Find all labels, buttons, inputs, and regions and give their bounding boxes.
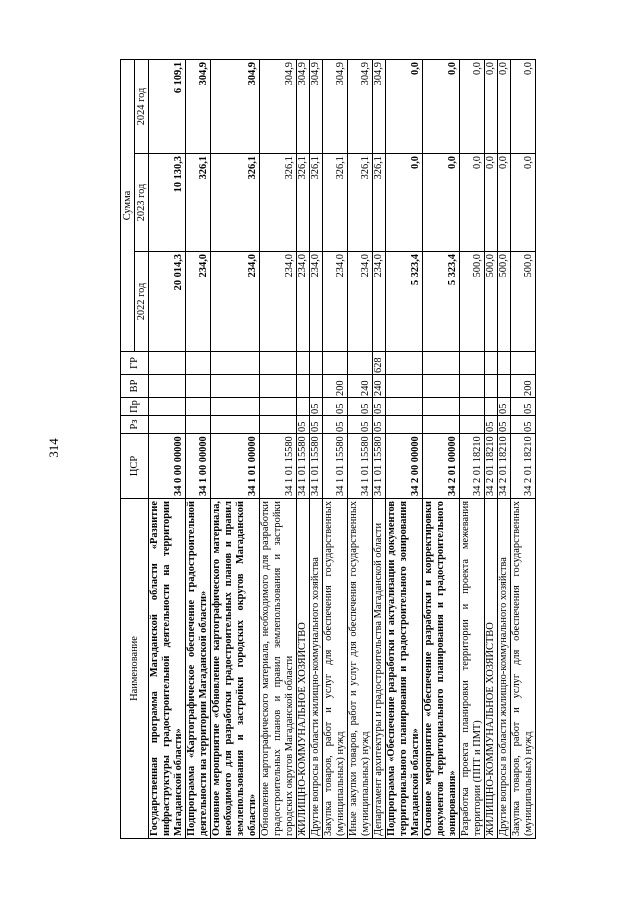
row-sum-2024: 6 109,1 — [149, 59, 186, 153]
row-csr: 34 1 00 00000 — [186, 434, 211, 499]
row-rz: 05 — [498, 416, 511, 434]
header-pr: Пр — [121, 398, 149, 416]
row-name: Государственная программа Магаданской области «Развитие инфраструктуры градостроительной деятельности на территории Магаданской области» — [149, 499, 186, 839]
row-sum-2023: 0,0 — [511, 154, 536, 252]
row-csr: 34 1 01 15580 — [297, 434, 310, 499]
row-csr: 34 2 01 18210 — [498, 434, 511, 499]
row-csr: 34 2 01 18210 — [485, 434, 498, 499]
row-vr — [149, 375, 186, 398]
row-vr — [211, 375, 260, 398]
row-name: Подпрограмма «Картографическое обеспечение градостроительной деятельности на территории Магаданской области» — [186, 499, 211, 839]
row-rz — [423, 416, 460, 434]
row-name: ЖИЛИЩНО-КОММУНАЛЬНОЕ ХОЗЯЙСТВО — [485, 499, 498, 839]
table-row — [511, 59, 536, 838]
row-vr — [310, 375, 323, 398]
table-row — [423, 59, 460, 838]
row-vr — [186, 375, 211, 398]
row-name: Департамент архитектуры и градостроительства Магаданской области — [373, 499, 386, 839]
row-sum-2024: 304,9 — [211, 59, 260, 153]
row-sum-2023: 0,0 — [485, 154, 498, 252]
row-rz: 05 — [348, 416, 373, 434]
row-rz — [149, 416, 186, 434]
header-2024: 2024 год — [135, 59, 149, 153]
row-pr: 05 — [348, 398, 373, 416]
row-rz: 05 — [373, 416, 386, 434]
row-gr — [485, 352, 498, 375]
row-sum-2022: 234,0 — [186, 252, 211, 352]
header-name: Наименование — [121, 499, 149, 839]
row-sum-2022: 500,0 — [498, 252, 511, 352]
row-csr: 34 1 01 15580 — [310, 434, 323, 499]
row-csr: 34 2 01 18210 — [511, 434, 536, 499]
row-csr: 34 1 01 15580 — [348, 434, 373, 499]
row-pr: 05 — [511, 398, 536, 416]
budget-table — [120, 59, 536, 839]
row-sum-2023: 10 130,3 — [149, 154, 186, 252]
row-vr — [485, 375, 498, 398]
row-sum-2023: 326,1 — [348, 154, 373, 252]
row-sum-2022: 234,0 — [310, 252, 323, 352]
row-sum-2022: 500,0 — [460, 252, 485, 352]
row-sum-2022: 5 323,4 — [386, 252, 423, 352]
row-sum-2024: 304,9 — [186, 59, 211, 153]
row-gr — [323, 352, 348, 375]
row-sum-2023: 326,1 — [260, 154, 297, 252]
row-name: Основное мероприятие «Обеспечение разработки и корректировки документов территориального планирования и градостроительного зонирования» — [423, 499, 460, 839]
row-name: Другие вопросы в области жилищно-коммунального хозяйства — [498, 499, 511, 839]
row-sum-2024: 0,0 — [498, 59, 511, 153]
row-gr — [498, 352, 511, 375]
row-vr — [460, 375, 485, 398]
row-gr — [386, 352, 423, 375]
row-pr — [211, 398, 260, 416]
row-vr: 240 — [348, 375, 373, 398]
header-vr: ВР — [121, 375, 149, 398]
row-sum-2024: 304,9 — [260, 59, 297, 153]
row-sum-2024: 304,9 — [297, 59, 310, 153]
row-rz: 05 — [511, 416, 536, 434]
row-csr: 34 2 01 18210 — [460, 434, 485, 499]
row-pr — [297, 398, 310, 416]
row-pr — [149, 398, 186, 416]
row-vr — [423, 375, 460, 398]
row-name: Обновление картографического материала, необходимого для разработки градостроительных планов и правил землепользования и застройки городских округов Магаданской области — [260, 499, 297, 839]
row-rz — [386, 416, 423, 434]
row-sum-2022: 234,0 — [323, 252, 348, 352]
row-vr — [260, 375, 297, 398]
row-gr — [211, 352, 260, 375]
row-sum-2022: 500,0 — [511, 252, 536, 352]
row-pr — [260, 398, 297, 416]
row-gr — [310, 352, 323, 375]
row-pr — [186, 398, 211, 416]
row-csr: 34 1 01 15580 — [260, 434, 297, 499]
row-pr: 05 — [373, 398, 386, 416]
row-rz: 05 — [310, 416, 323, 434]
row-rz: 05 — [485, 416, 498, 434]
header-2022: 2022 год — [135, 252, 149, 352]
row-name: Разработка проекта планировки территории и проекта межевания территории (ППТ и ПМТ) — [460, 499, 485, 839]
table-row — [260, 59, 297, 838]
row-pr — [423, 398, 460, 416]
row-sum-2022: 234,0 — [373, 252, 386, 352]
table-body — [149, 59, 536, 838]
table-row — [373, 59, 386, 838]
header-sum: Сумма — [121, 59, 135, 351]
row-sum-2024: 304,9 — [323, 59, 348, 153]
row-sum-2023: 326,1 — [211, 154, 260, 252]
row-sum-2023: 0,0 — [386, 154, 423, 252]
table-row — [310, 59, 323, 838]
row-sum-2024: 304,9 — [310, 59, 323, 153]
row-name: ЖИЛИЩНО-КОММУНАЛЬНОЕ ХОЗЯЙСТВО — [297, 499, 310, 839]
row-rz — [260, 416, 297, 434]
row-sum-2022: 500,0 — [485, 252, 498, 352]
row-sum-2023: 326,1 — [323, 154, 348, 252]
row-pr: 05 — [310, 398, 323, 416]
row-sum-2023: 326,1 — [297, 154, 310, 252]
budget-table-container — [120, 60, 583, 839]
row-pr — [485, 398, 498, 416]
table-row — [211, 59, 260, 838]
row-sum-2024: 0,0 — [386, 59, 423, 153]
row-gr — [297, 352, 310, 375]
row-vr — [386, 375, 423, 398]
row-rz — [186, 416, 211, 434]
row-name: Основное мероприятие «Обновление картографического материала, необходимого для разработки градостроительных планов и правил землепользования и застройки городских округов Магаданской области» — [211, 499, 260, 839]
row-sum-2022: 234,0 — [211, 252, 260, 352]
table-row — [498, 59, 511, 838]
row-csr: 34 1 01 15580 — [323, 434, 348, 499]
row-sum-2024: 304,9 — [373, 59, 386, 153]
row-rz — [211, 416, 260, 434]
table-row — [297, 59, 310, 838]
row-rz: 05 — [297, 416, 310, 434]
row-sum-2024: 0,0 — [485, 59, 498, 153]
row-gr — [348, 352, 373, 375]
row-name: Другие вопросы в области жилищно-коммунального хозяйства — [310, 499, 323, 839]
row-pr — [460, 398, 485, 416]
row-rz — [460, 416, 485, 434]
header-2023: 2023 год — [135, 154, 149, 252]
row-rz: 05 — [323, 416, 348, 434]
row-sum-2023: 326,1 — [186, 154, 211, 252]
page-number: 314 — [46, 438, 61, 458]
table-row — [460, 59, 485, 838]
table-row — [149, 59, 186, 838]
row-csr: 34 1 01 00000 — [211, 434, 260, 499]
row-sum-2023: 326,1 — [310, 154, 323, 252]
row-gr — [186, 352, 211, 375]
row-sum-2024: 0,0 — [423, 59, 460, 153]
row-sum-2023: 0,0 — [498, 154, 511, 252]
row-sum-2023: 0,0 — [423, 154, 460, 252]
row-gr — [511, 352, 536, 375]
table-row — [348, 59, 373, 838]
row-vr: 240 — [373, 375, 386, 398]
row-name: Закупка товаров, работ и услуг для обеспечения государственных (муниципальных) нужд — [323, 499, 348, 839]
header-csr: ЦСР — [121, 434, 149, 499]
table-row — [323, 59, 348, 838]
row-gr — [423, 352, 460, 375]
row-gr — [149, 352, 186, 375]
row-gr — [260, 352, 297, 375]
table-row — [386, 59, 423, 838]
row-name: Подпрограмма «Обеспечение разработки и актуализации документов территориального планирования и градостроительного зонирования Магаданской области» — [386, 499, 423, 839]
row-csr: 34 2 01 00000 — [423, 434, 460, 499]
row-pr: 05 — [323, 398, 348, 416]
row-name: Иные закупки товаров, работ и услуг для обеспечения государственных (муниципальных) нужд — [348, 499, 373, 839]
table-row — [485, 59, 498, 838]
row-sum-2022: 234,0 — [297, 252, 310, 352]
row-pr: 05 — [498, 398, 511, 416]
header-rz: Рз — [121, 416, 149, 434]
row-sum-2022: 20 014,3 — [149, 252, 186, 352]
row-csr: 34 1 01 15580 — [373, 434, 386, 499]
row-csr: 34 2 00 00000 — [386, 434, 423, 499]
row-sum-2022: 5 323,4 — [423, 252, 460, 352]
row-gr: 628 — [373, 352, 386, 375]
row-name: Закупка товаров, работ и услуг для обеспечения государственных (муниципальных) нужд — [511, 499, 536, 839]
row-gr — [460, 352, 485, 375]
row-pr — [386, 398, 423, 416]
row-sum-2024: 0,0 — [460, 59, 485, 153]
row-sum-2023: 326,1 — [373, 154, 386, 252]
header-gr: ГР — [121, 352, 149, 375]
row-sum-2022: 234,0 — [348, 252, 373, 352]
row-sum-2024: 0,0 — [511, 59, 536, 153]
row-sum-2022: 234,0 — [260, 252, 297, 352]
row-vr — [498, 375, 511, 398]
row-vr — [297, 375, 310, 398]
row-sum-2023: 0,0 — [460, 154, 485, 252]
row-vr: 200 — [511, 375, 536, 398]
row-csr: 34 0 00 00000 — [149, 434, 186, 499]
row-sum-2024: 304,9 — [348, 59, 373, 153]
row-vr: 200 — [323, 375, 348, 398]
table-row — [186, 59, 211, 838]
